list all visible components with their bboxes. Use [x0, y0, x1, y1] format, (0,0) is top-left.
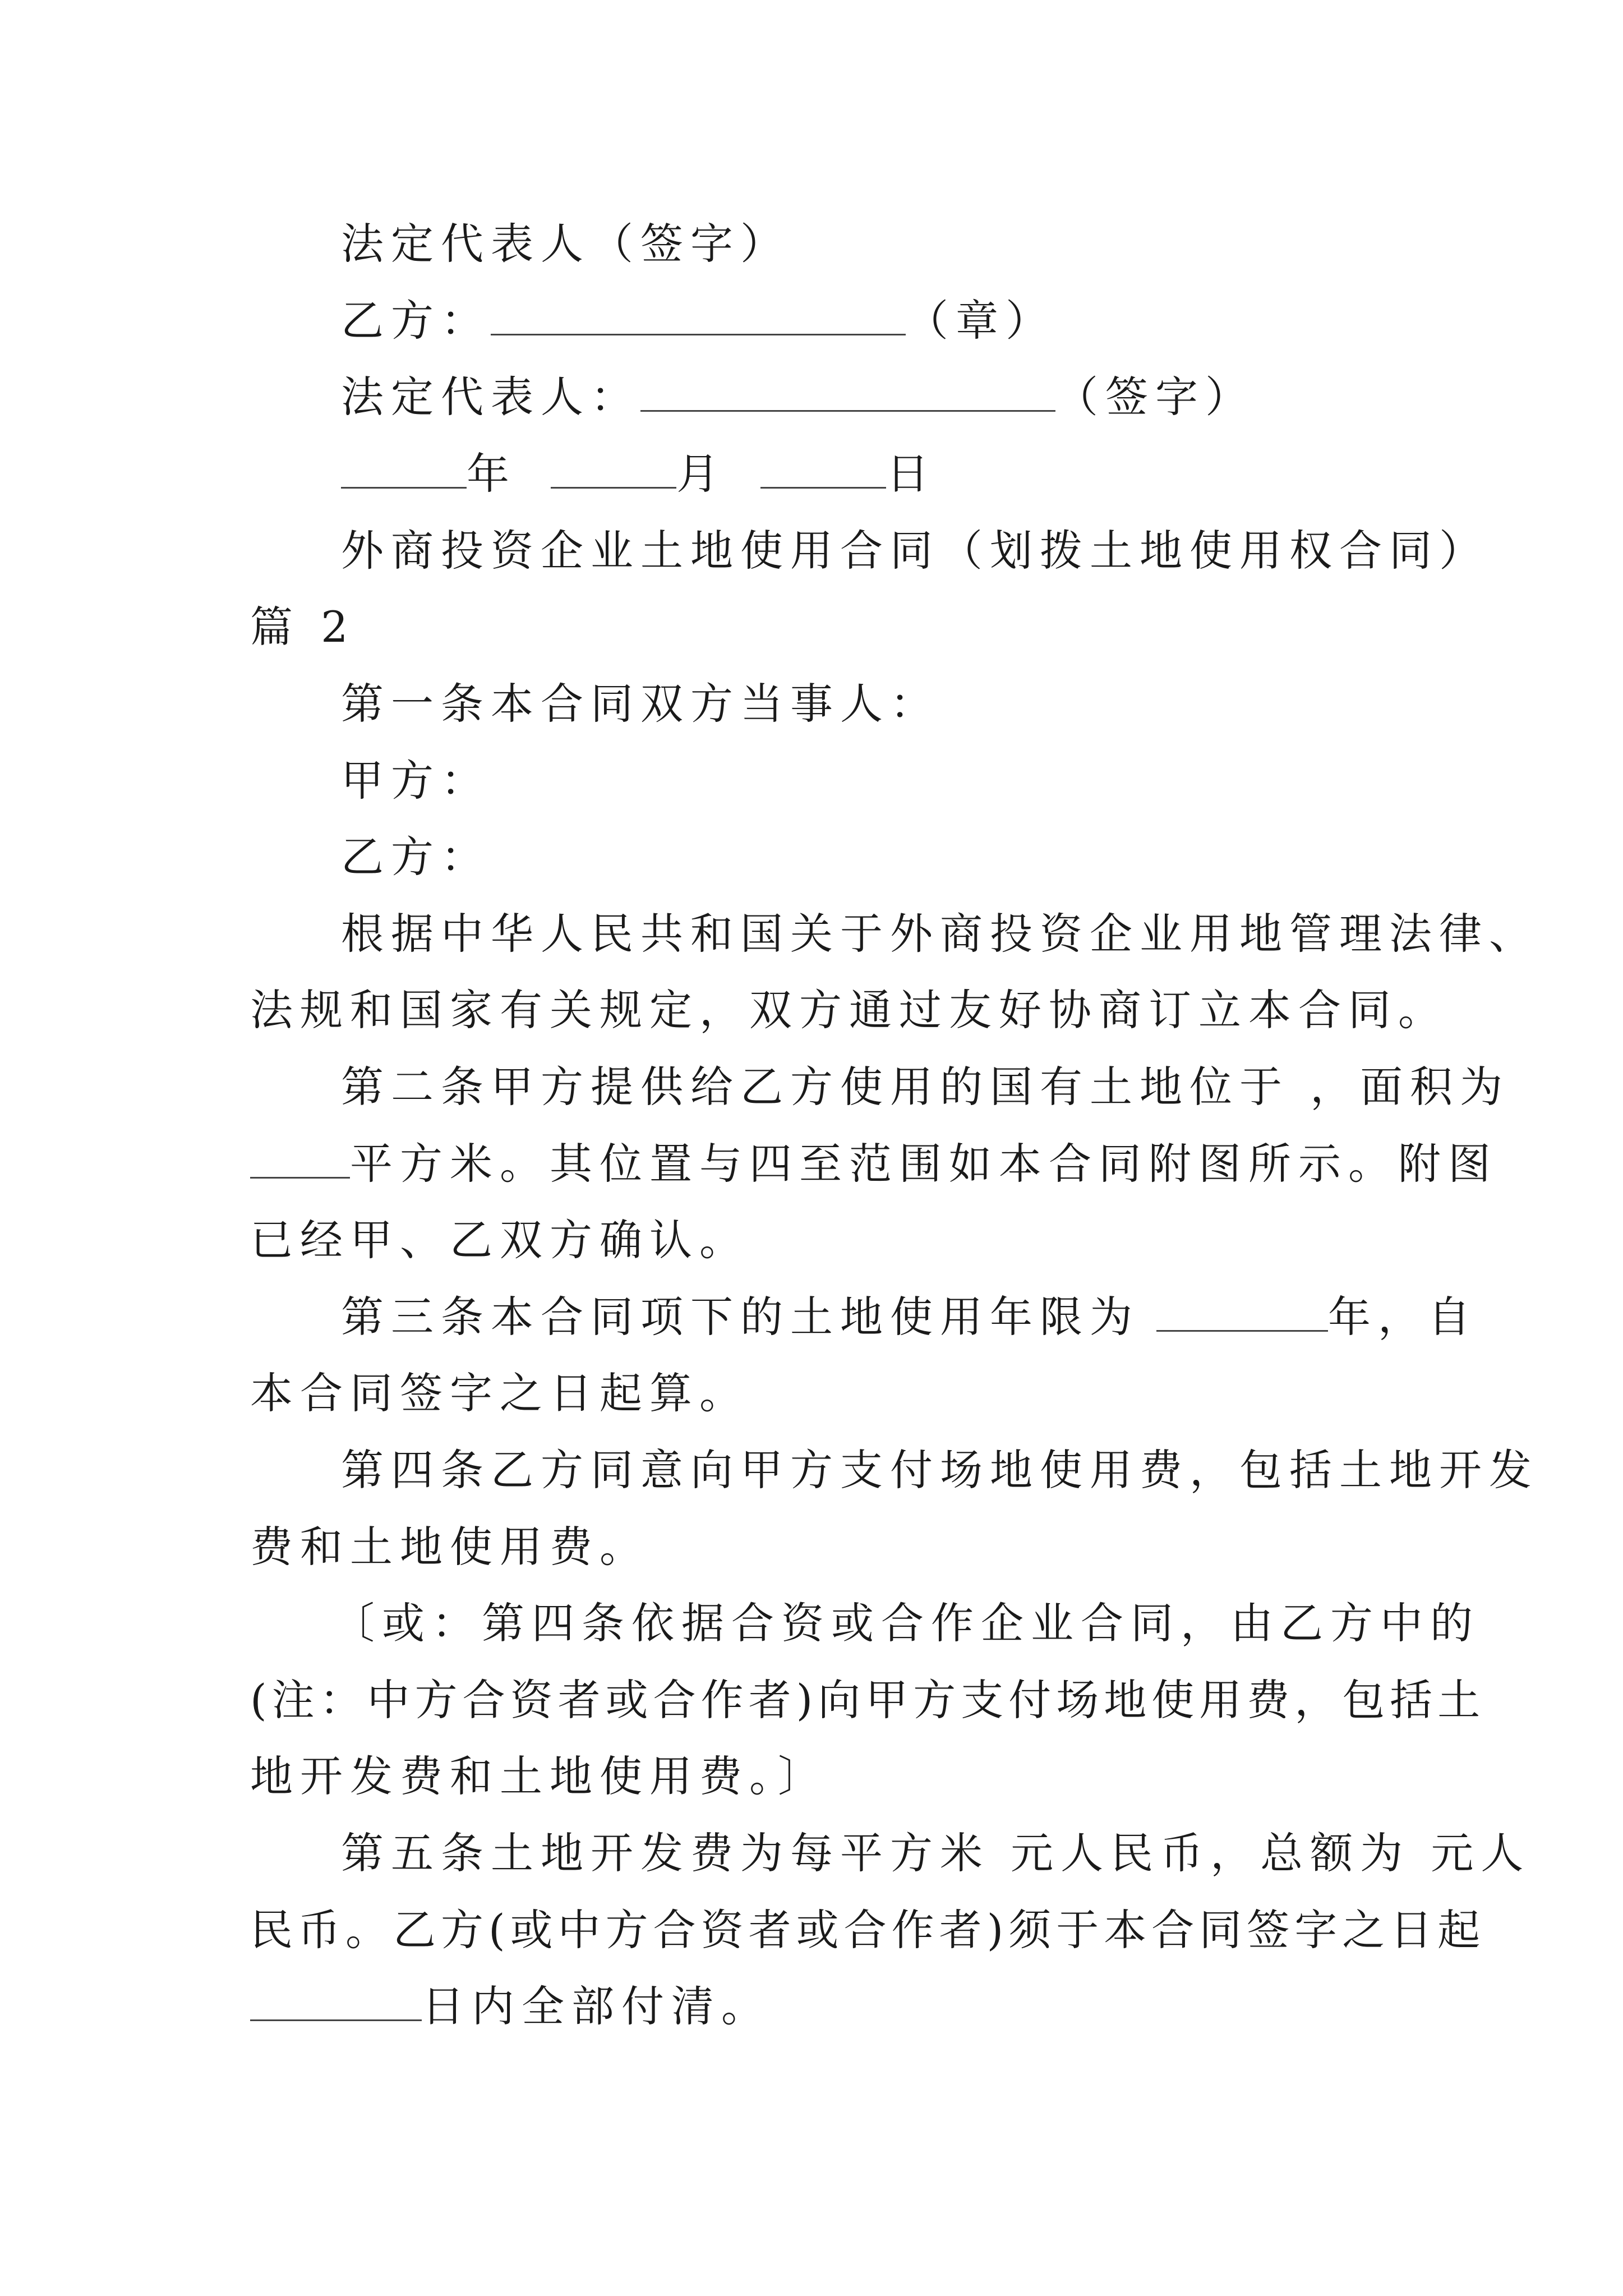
- article-2-line-2-text: 平方米。其位置与四至范围如本合同附图所示。附图: [350, 1139, 1498, 1189]
- article-4-alt-line-3: 地开发费和土地使用费。〕: [250, 1751, 828, 1801]
- article-3-text-a: 第三条本合同项下的土地使用年限为: [341, 1292, 1140, 1342]
- day-blank[interactable]: [760, 452, 886, 489]
- party-b-seal-line: [341, 293, 1055, 349]
- sign-label: （签字）: [1055, 372, 1255, 422]
- party-b-label: 乙方：: [341, 296, 491, 346]
- contract-title: 外商投资企业土地使用合同（划拨土地使用权合同）: [341, 526, 1489, 576]
- legal-rep-label: 法定代表人：: [341, 372, 640, 422]
- article-4-alt-line-2: (注：中方合资者或合作者)向甲方支付场地使用费，包括土: [250, 1675, 1486, 1725]
- month-blank[interactable]: [551, 452, 676, 489]
- year-label: 年: [467, 449, 517, 499]
- date-line: [341, 446, 936, 502]
- article-5-line-3: [250, 1978, 771, 2035]
- legal-rep-name-blank[interactable]: [640, 375, 1055, 412]
- term-years-blank[interactable]: [1156, 1295, 1328, 1332]
- month-label: 月: [676, 449, 727, 499]
- article-1-heading: 第一条本合同双方当事人：: [341, 679, 940, 729]
- day-label: 日: [886, 449, 937, 499]
- party-b-name-blank[interactable]: [491, 299, 906, 335]
- article-3-text-b: 年，自: [1328, 1292, 1478, 1342]
- article-2-line-3: 已经甲、乙双方确认。: [250, 1215, 749, 1265]
- article-5-line-2: 民币。乙方(或中方合资者或合作者)须于本合同签字之日起: [250, 1905, 1486, 1955]
- article-4-line-2: 费和土地使用费。: [250, 1522, 649, 1572]
- article-5-line-1: 第五条土地开发费为每平方米 元人民币，总额为 元人: [341, 1828, 1531, 1878]
- article-4-alt-line-1: 〔或：第四条依据合资或合作企业合同，由乙方中的: [332, 1598, 1480, 1648]
- party-b-line: 乙方：: [341, 832, 491, 882]
- article-5-line-3-text: 日内全部付清。: [422, 1981, 771, 2031]
- party-a-line: 甲方：: [341, 756, 491, 806]
- seal-label: （章）: [906, 296, 1055, 346]
- basis-paragraph-line-1: 根据中华人民共和国关于外商投资企业用地管理法律、: [341, 909, 1539, 959]
- legal-rep-line: [341, 369, 1255, 425]
- area-blank[interactable]: [250, 1142, 350, 1179]
- year-blank[interactable]: [341, 452, 467, 489]
- article-2-line-1: 第二条甲方提供给乙方使用的国有土地位于 ，面积为: [341, 1062, 1510, 1112]
- article-2-line-2: [250, 1136, 1498, 1192]
- article-3-line-1: [341, 1289, 1478, 1345]
- payment-days-blank[interactable]: [250, 1985, 422, 2021]
- contract-title-part: 篇 2: [250, 602, 356, 652]
- basis-paragraph-line-2: 法规和国家有关规定，双方通过友好协商订立本合同。: [250, 985, 1448, 1035]
- article-4-line-1: 第四条乙方同意向甲方支付场地使用费，包括土地开发: [341, 1445, 1539, 1495]
- article-3-line-2: 本合同签字之日起算。: [250, 1368, 749, 1418]
- legal-rep-signature-line: 法定代表人（签字）: [341, 219, 790, 269]
